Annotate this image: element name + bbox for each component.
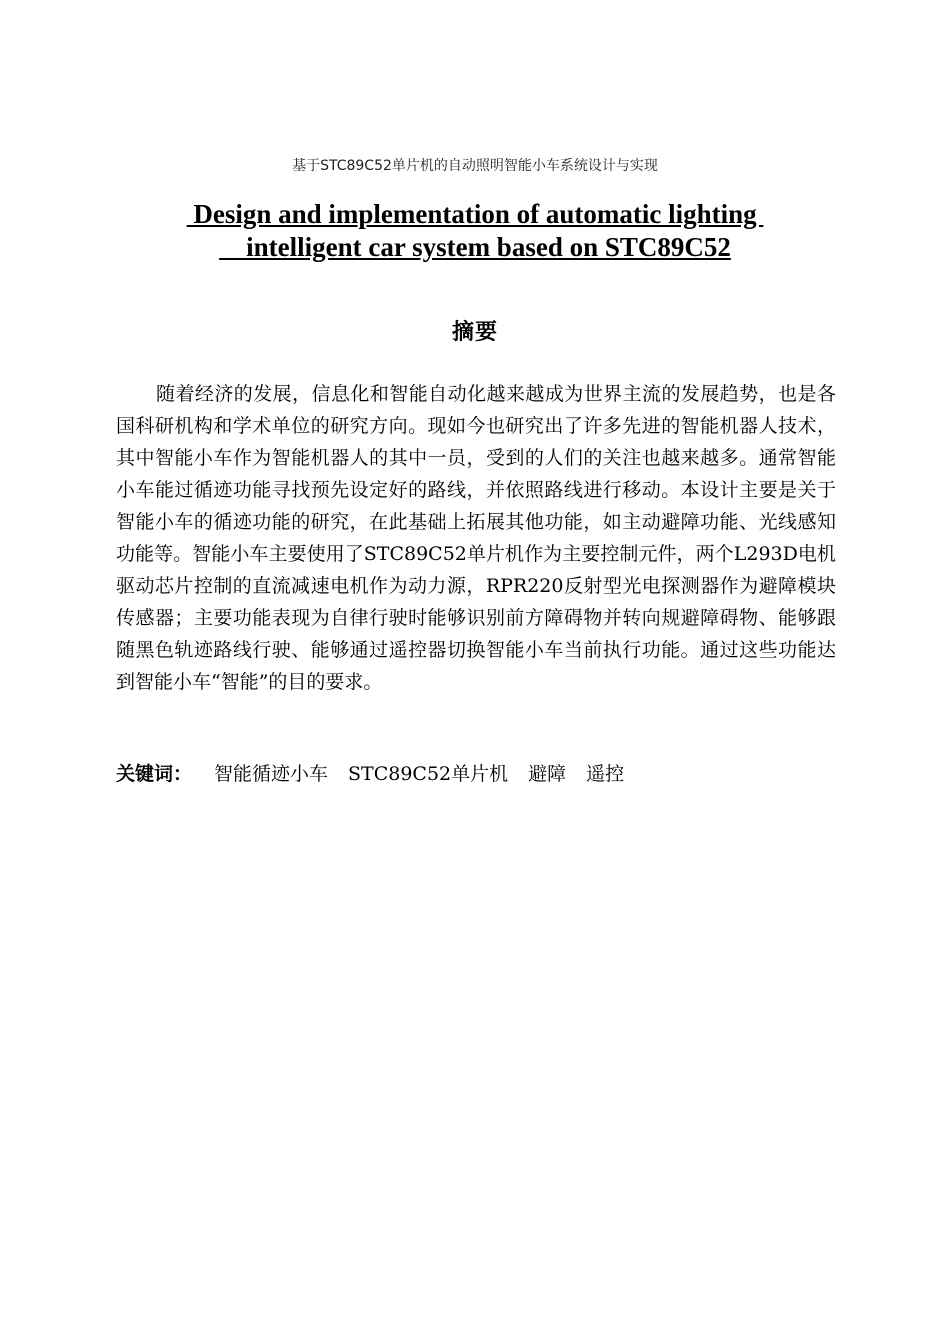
- keyword-item: 智能循迹小车: [214, 763, 329, 785]
- keywords-line: [116, 758, 836, 790]
- keyword-item: STC89C52单片机: [348, 763, 509, 785]
- english-title: [0, 198, 950, 264]
- keyword-item: 避障: [528, 763, 567, 785]
- keywords-label: 关键词：: [116, 763, 193, 785]
- running-header: 基于STC89C52单片机的自动照明智能小车系统设计与实现: [292, 158, 658, 174]
- keyword-item: 遥控: [586, 763, 625, 785]
- english-title-line-1: Design and implementation of automatic lighting: [186, 199, 764, 229]
- english-title-line-2: intelligent car system based on STC89C52: [219, 232, 731, 262]
- abstract-body: 随着经济的发展，信息化和智能自动化越来越成为世界主流的发展趋势，也是各国科研机构和学术单位的研究方向。现如今也研究出了许多先进的智能机器人技术，其中智能小车作为智能机器人的其中一员，受到的人们的关注也越来越多。通常智能小车能过循迹功能寻找预先设定好的路线，并依照路线进行移动。本设计主要是关于智能小车的循迹功能的研究，在此基础上拓展其他功能，如主动避障功能、光线感知功能等。智能小车主要使用了STC89C52单片机作为主要控制元件，两个L293D电机驱动芯片控制的直流减速电机作为动力源，RPR220反射型光电探测器作为避障模块传感器；主要功能表现为自律行驶时能够识别前方障碍物并转向规避障碍物、能够跟随黑色轨迹路线行驶、能够通过遥控器切换智能小车当前执行功能。通过这些功能达到智能小车“智能”的目的要求。: [116, 383, 836, 693]
- abstract-heading: 摘要: [451, 320, 498, 345]
